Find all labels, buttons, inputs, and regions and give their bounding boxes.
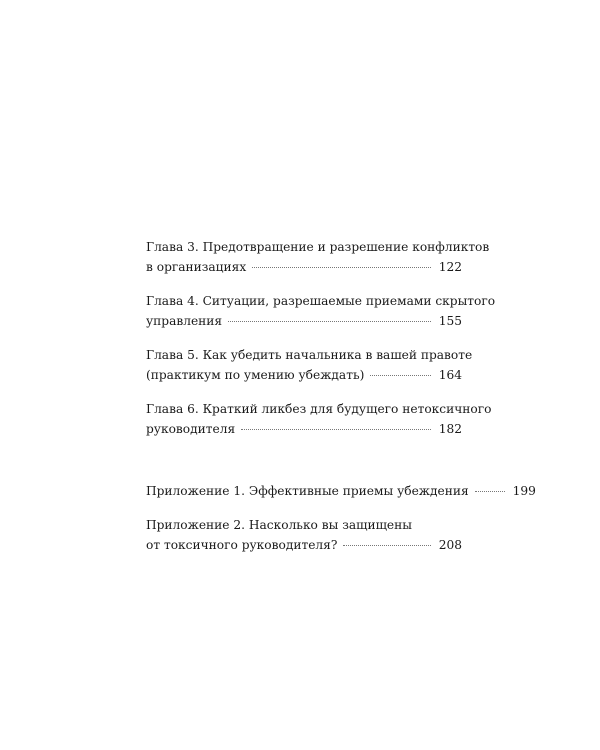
dot-leader — [228, 321, 431, 322]
table-of-contents — [146, 237, 536, 569]
toc-entry-chapter-3[interactable] — [146, 237, 490, 277]
toc-entry-chapter-4[interactable] — [146, 291, 496, 331]
toc-entry-title-line: Глава 3. Предотвращение и разрешение конфликтов — [146, 240, 490, 254]
toc-entry-title-line: (практикум по умению убеждать) — [146, 368, 365, 382]
toc-entry-appendix-2[interactable] — [146, 515, 462, 555]
dot-leader — [475, 491, 505, 492]
toc-page-number: 208 — [438, 538, 462, 552]
toc-page-number: 199 — [512, 484, 536, 498]
toc-entry-title-line: Глава 4. Ситуации, разрешаемые приемами скрытого — [146, 294, 496, 308]
toc-entry-title-line: в организациях — [146, 260, 247, 274]
toc-entry-title-line: от токсичного руководителя? — [146, 538, 338, 552]
toc-page-number: 155 — [438, 314, 462, 328]
toc-entry-title-line: руководителя — [146, 422, 236, 436]
toc-entry-appendix-1[interactable] — [146, 481, 536, 501]
toc-entry-title-line: управления — [146, 314, 223, 328]
toc-entry-title-line: Приложение 2. Насколько вы защищены — [146, 518, 412, 532]
toc-entry-chapter-5[interactable] — [146, 345, 473, 385]
dot-leader — [370, 375, 430, 376]
toc-page-number: 122 — [438, 260, 462, 274]
toc-entry-title-line: Приложение 1. Эффективные приемы убеждения — [146, 484, 469, 498]
toc-entry-chapter-6[interactable] — [146, 399, 492, 439]
dot-leader — [241, 429, 431, 430]
dot-leader — [252, 267, 431, 268]
toc-entry-title-line: Глава 5. Как убедить начальника в вашей правоте — [146, 348, 473, 362]
dot-leader — [343, 545, 430, 546]
toc-page-number: 164 — [438, 368, 462, 382]
section-gap — [146, 453, 462, 481]
toc-entry-title-line: Глава 6. Краткий ликбез для будущего нетоксичного — [146, 402, 492, 416]
toc-page-number: 182 — [438, 422, 462, 436]
